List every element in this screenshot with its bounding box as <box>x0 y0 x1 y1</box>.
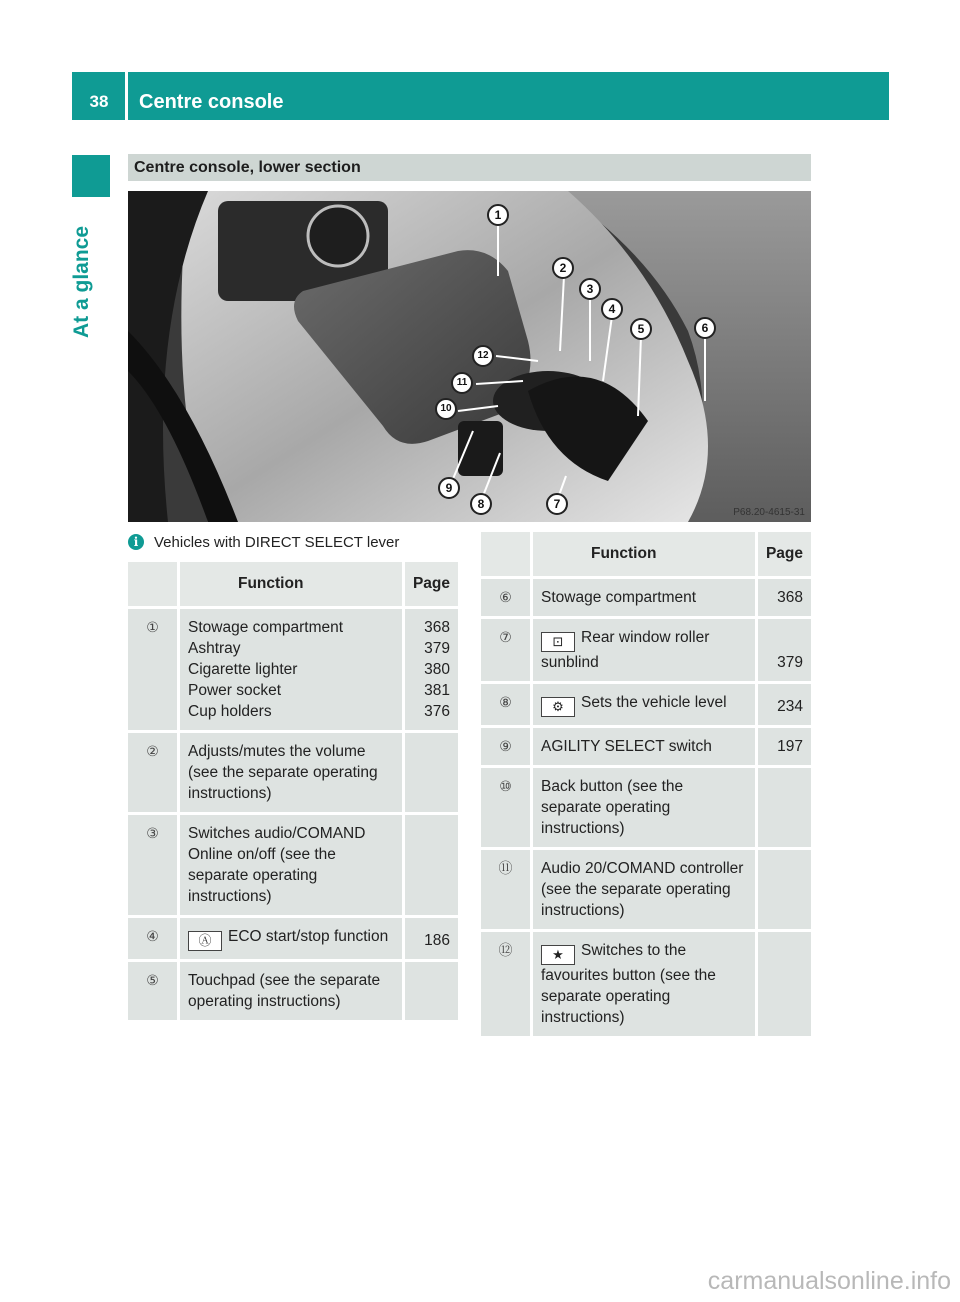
row-page <box>758 728 811 765</box>
function-text: ★ Switches to the favourites button (see the separate operating instructions) <box>541 942 716 1026</box>
callout-6: 6 <box>694 317 716 339</box>
row-page <box>405 609 458 730</box>
row-number: ⑧ <box>481 684 533 725</box>
row-function <box>533 932 758 1036</box>
page-ref: 379 <box>777 654 803 671</box>
row-function <box>180 609 405 730</box>
row-page <box>758 932 811 1036</box>
callout-8: 8 <box>470 493 492 515</box>
row-function <box>180 815 405 915</box>
header-function: Function <box>533 532 758 576</box>
row-function <box>180 962 405 1020</box>
page-title: Centre console <box>139 91 284 113</box>
row-page <box>758 684 811 725</box>
row-number: ② <box>128 733 180 812</box>
function-text: ⚙ Sets the vehicle level <box>541 692 747 717</box>
row-function <box>533 768 758 847</box>
header-number <box>481 532 533 576</box>
page-ref: 381 <box>424 682 450 699</box>
page-ref: 379 <box>424 640 450 657</box>
callout-5: 5 <box>630 318 652 340</box>
row-page <box>758 579 811 616</box>
table-row <box>128 609 458 730</box>
function-text: Touchpad (see the separate operating instructions) <box>188 972 381 1010</box>
row-page <box>405 733 458 812</box>
function-table-left <box>128 559 458 1023</box>
function-text: Ⓐ ECO start/stop function <box>188 926 394 951</box>
row-number: ④ <box>128 918 180 959</box>
callout-4: 4 <box>601 298 623 320</box>
info-icon: i <box>128 534 144 550</box>
photo-reference-code: P68.20-4615-31 <box>733 507 805 518</box>
console-illustration <box>128 191 811 522</box>
function-text: Ashtray <box>188 640 241 657</box>
info-text: Vehicles with DIRECT SELECT lever <box>154 533 400 551</box>
table-row <box>128 962 458 1020</box>
row-page <box>405 962 458 1020</box>
row-number: ⑨ <box>481 728 533 765</box>
function-text: Back button (see the separate operating instructions) <box>541 778 684 837</box>
row-function <box>533 850 758 929</box>
callout-3: 3 <box>579 278 601 300</box>
function-table-right <box>481 529 811 1039</box>
function-text: Switches audio/COMAND Online on/off (see the separate operating instructions) <box>188 825 366 905</box>
row-number: ① <box>128 609 180 730</box>
table-row <box>481 932 811 1036</box>
callout-12: 12 <box>472 345 494 367</box>
centre-console-photo <box>128 191 811 522</box>
table-row <box>128 815 458 915</box>
row-page <box>758 850 811 929</box>
table-row <box>481 768 811 847</box>
row-number: ⑦ <box>481 619 533 681</box>
row-number: ⑥ <box>481 579 533 616</box>
section-title: Centre console, lower section <box>134 159 361 176</box>
row-number: ③ <box>128 815 180 915</box>
row-number: ⑫ <box>481 932 533 1036</box>
row-page <box>758 619 811 681</box>
function-text: Power socket <box>188 682 282 699</box>
function-text: Stowage compartment <box>188 619 344 636</box>
function-text: Stowage compartment <box>541 589 697 606</box>
function-text: Cup holders <box>188 703 272 720</box>
row-number: ⑤ <box>128 962 180 1020</box>
header-divider <box>125 72 128 120</box>
rear-window-roller-sunblind-icon: ⊡ <box>541 632 575 652</box>
page-number: 38 <box>89 92 109 111</box>
page-ref: 186 <box>424 932 450 949</box>
row-function <box>533 684 758 725</box>
function-text: Adjusts/mutes the volume (see the separate operating instructions) <box>188 743 378 802</box>
row-function <box>180 733 405 812</box>
header-page: Page <box>405 562 458 606</box>
callout-9: 9 <box>438 477 460 499</box>
favourites-star-icon: ★ <box>541 945 575 965</box>
header-page: Page <box>758 532 811 576</box>
watermark: carmanualsonline.info <box>707 1267 951 1295</box>
row-number: ⑪ <box>481 850 533 929</box>
table-row <box>128 733 458 812</box>
callout-7: 7 <box>546 493 568 515</box>
page-ref: 197 <box>777 738 803 755</box>
side-tab-label: At a glance <box>70 225 93 338</box>
page-ref: 380 <box>424 661 450 678</box>
page-ref: 234 <box>777 698 803 715</box>
page-ref: 368 <box>424 619 450 636</box>
row-function <box>533 619 758 681</box>
row-function <box>533 579 758 616</box>
table-header-row <box>128 562 458 606</box>
function-text: Cigarette lighter <box>188 661 298 678</box>
header-number <box>128 562 180 606</box>
callout-2: 2 <box>552 257 574 279</box>
table-row <box>481 619 811 681</box>
eco-start-stop-icon: Ⓐ <box>188 931 222 951</box>
row-page <box>405 918 458 959</box>
function-text: Audio 20/COMAND controller (see the separate operating instructions) <box>541 860 744 919</box>
vehicle-level-icon: ⚙ <box>541 697 575 717</box>
info-note <box>128 531 399 553</box>
row-number: ⑩ <box>481 768 533 847</box>
row-function <box>533 728 758 765</box>
table-row <box>481 728 811 765</box>
table-row <box>481 850 811 929</box>
callout-10: 10 <box>435 398 457 420</box>
header-function: Function <box>180 562 405 606</box>
row-page <box>405 815 458 915</box>
table-header-row <box>481 532 811 576</box>
table-row <box>481 579 811 616</box>
function-text: AGILITY SELECT switch <box>541 738 712 755</box>
page-ref: 376 <box>424 703 450 720</box>
function-text: ⊡ Rear window roller sunblind <box>541 629 710 671</box>
row-function <box>180 918 405 959</box>
side-tab-marker <box>72 155 110 197</box>
callout-11: 11 <box>451 372 473 394</box>
callout-1: 1 <box>487 204 509 226</box>
page-ref: 368 <box>777 589 803 606</box>
table-row <box>481 684 811 725</box>
row-page <box>758 768 811 847</box>
table-row <box>128 918 458 959</box>
